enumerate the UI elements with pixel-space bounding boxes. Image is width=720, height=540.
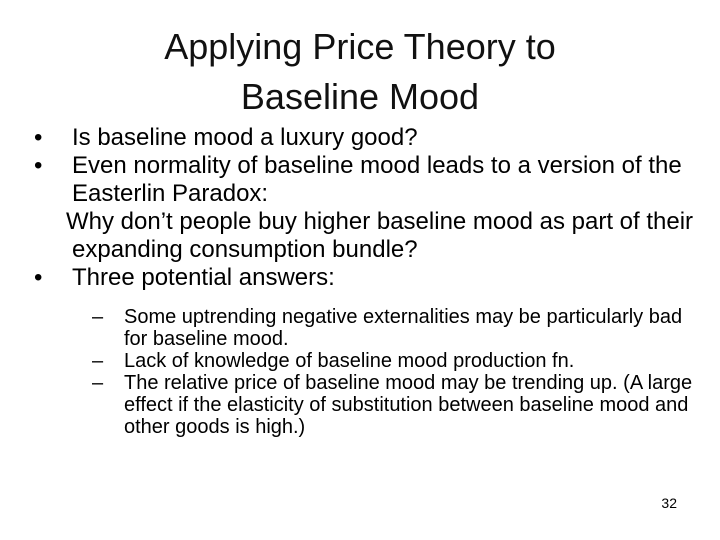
slide-title-line-2: Baseline Mood	[240, 76, 480, 117]
sub-bullet-item-1	[92, 306, 694, 350]
dash-marker: –	[92, 306, 104, 328]
sub-bullet-item-2	[92, 350, 694, 372]
bullet-text: Is baseline mood a luxury good?	[72, 124, 418, 151]
bullet-marker: •	[34, 264, 43, 291]
bullet-marker: •	[34, 152, 43, 179]
bullet-text: Three potential answers:	[72, 264, 335, 291]
sub-bullet-text: Some uptrending negative externalities may be particularly bad for baseline mood.	[124, 306, 683, 350]
sub-bullet-text: The relative price of baseline mood may be trending up. (A large effect if the elasticity of substitution between baseline mood and other goods is high.)	[124, 372, 693, 438]
sub-bullet-list	[34, 306, 694, 438]
dash-marker: –	[92, 350, 104, 372]
bullet-text: Even normality of baseline mood leads to a version of the Easterlin Paradox:	[72, 152, 682, 207]
dash-marker: –	[92, 372, 104, 394]
sub-bullet-item-3	[92, 372, 694, 438]
bullet-item-3	[34, 264, 694, 292]
bullet-continuation	[34, 208, 694, 264]
bullet-marker: •	[34, 124, 43, 151]
slide-body	[34, 124, 694, 438]
bullet-item-1	[34, 124, 694, 152]
slide-title-line-1: Applying Price Theory to	[164, 26, 556, 67]
bullet-item-2	[34, 152, 694, 208]
slide-title	[60, 22, 660, 122]
sub-bullet-text: Lack of knowledge of baseline mood production fn.	[124, 350, 575, 372]
bullet-continuation-text: Why don’t people buy higher baseline mood as part of their expanding consumption bundle?	[66, 208, 694, 263]
page-number: 32	[661, 495, 677, 511]
